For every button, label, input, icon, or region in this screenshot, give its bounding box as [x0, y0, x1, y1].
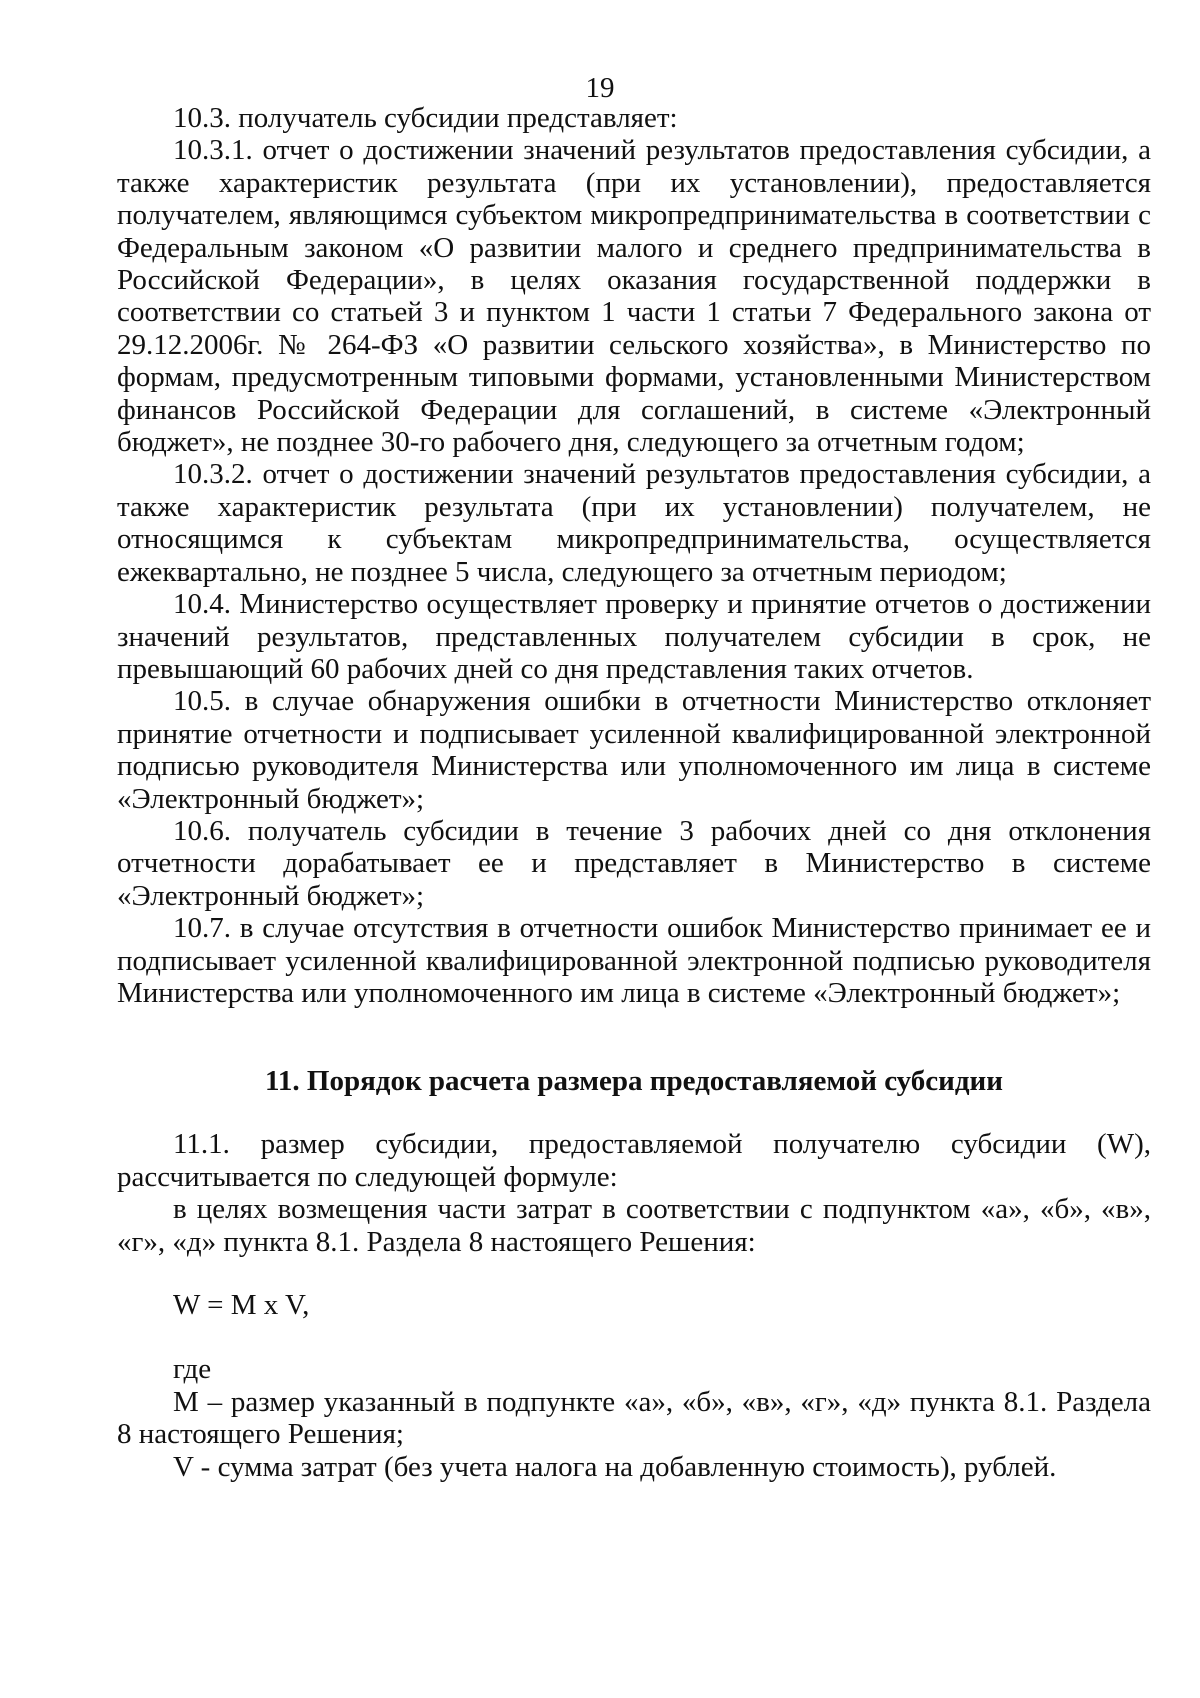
paragraph-10-3-1: 10.3.1. отчет о достижении значений результатов предоставления субсидии, а также характеристик результата (при их установлении), предоставляется получателем, являющимся субъектом микропредпринимательства в соответствии с Федеральным законом «О развитии малого и среднего предпринимательства в Российской Федерации», в целях оказания государственной поддержки в соответствии со статьей 3 и пунктом 1 части 1 статьи 7 Федерального закона от 29.12.2006г. № 264-ФЗ «О развитии сельского хозяйства», в Министерство по формам, предусмотренным типовыми формами, установленными Министерством финансов Российской Федерации для соглашений, в системе «Электронный бюджет», не позднее 30-го рабочего дня, следующего за отчетным годом; [117, 134, 1151, 459]
paragraph-10-3: 10.3. получатель субсидии представляет: [173, 102, 678, 134]
where-label: где [173, 1353, 212, 1386]
paragraph-10-5: 10.5. в случае обнаружения ошибки в отчетности Министерство отклоняет принятие отчетности и подписывает усиленной квалифицированной электронной подписью руководителя Министерства или уполномоченного им лица в системе «Электронный бюджет»; [117, 685, 1151, 815]
paragraph-11-1: 11.1. размер субсидии, предоставляемой получателю субсидии (W), рассчитывается по следующей формуле: [117, 1128, 1151, 1193]
formula: W = M x V, [173, 1289, 310, 1321]
definition-v: V - сумма затрат (без учета налога на добавленную стоимость), рублей. [173, 1450, 1057, 1483]
section-heading: 11. Порядок расчета размера предоставляемой субсидии [265, 1065, 1003, 1098]
paragraph-reimbursement-purpose: в целях возмещения части затрат в соответствии с подпунктом «а», «б», «в», «г», «д» пункта 8.1. Раздела 8 настоящего Решения: [117, 1193, 1151, 1258]
paragraph-10-4: 10.4. Министерство осуществляет проверку и принятие отчетов о достижении значений результатов, представленных получателем субсидии в срок, не превышающий 60 рабочих дней со дня представления таких отчетов. [117, 588, 1151, 685]
paragraph-10-3-2: 10.3.2. отчет о достижении значений результатов предоставления субсидии, а также характеристик результата (при их установлении) получателем, не относящимся к субъектам микропредпринимательства, осуществляется ежеквартально, не позднее 5 числа, следующего за отчетным периодом; [117, 458, 1151, 588]
definition-m: M – размер указанный в подпункте «а», «б», «в», «г», «д» пункта 8.1. Раздела 8 настоящего Решения; [117, 1385, 1151, 1451]
paragraph-10-7: 10.7. в случае отсутствия в отчетности ошибок Министерство принимает ее и подписывает усиленной квалифицированной электронной подписью руководителя Министерства или уполномоченного им лица в системе «Электронный бюджет»; [117, 912, 1151, 1009]
paragraph-10-6: 10.6. получатель субсидии в течение 3 рабочих дней со дня отклонения отчетности дорабатывает ее и представляет в Министерство в системе «Электронный бюджет»; [117, 814, 1151, 912]
document-body [117, 102, 1151, 1483]
page-number: 19 [585, 72, 615, 104]
